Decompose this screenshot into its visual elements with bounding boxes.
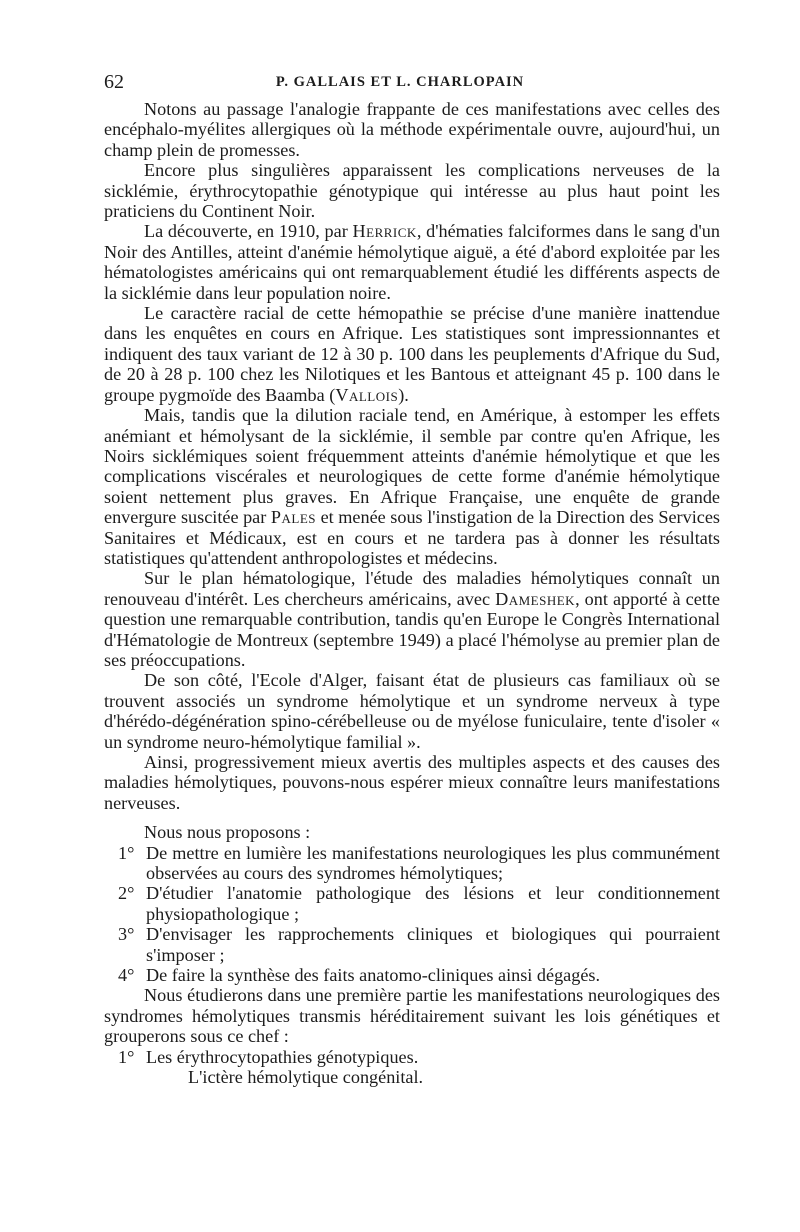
list-item-text: De mettre en lumière les manifestations neurologiques les plus communément observées au cours des syndromes hémolytiques;: [146, 842, 720, 884]
author-name: Pales: [270, 507, 316, 528]
paragraph: [104, 221, 720, 303]
aims-list: [104, 843, 720, 986]
page-number: 62: [104, 71, 124, 93]
paragraph: [104, 405, 720, 568]
list-number: 1°: [118, 842, 135, 863]
page-header: [104, 70, 696, 94]
list-item-text: D'envisager les rapprochements cliniques et biologiques qui pourraient s'imposer ;: [146, 924, 720, 965]
list-item: [104, 883, 720, 924]
list-item-text: D'étudier l'anatomie pathologique des lésions et leur conditionnement physiopathologique ;: [146, 883, 720, 924]
paragraph: [104, 568, 720, 670]
paragraph: Nous étudierons dans une première partie les manifestations neurologiques des syndromes hémolytiques transmis héréditairement suivant les lois génétiques et grouperons sous ce chef :: [104, 985, 720, 1047]
text-run: ).: [398, 384, 409, 405]
author-name: Vallois: [335, 384, 399, 405]
author-name: Dameshek: [495, 588, 576, 609]
list-number: 3°: [118, 924, 135, 945]
body-text: [104, 99, 720, 1088]
sub-item: L'ictère hémolytique congénital.: [188, 1067, 424, 1088]
paragraph: Ainsi, progressivement mieux avertis des multiples aspects et des causes des maladies hémolytiques, pouvons-nous espérer mieux connaître leurs manifestations nerveuses.: [104, 752, 720, 813]
list-item: [104, 1047, 720, 1067]
list-item-text: Les érythrocytopathies génotypiques.: [146, 1046, 419, 1067]
list-number: 1°: [118, 1046, 135, 1067]
text-run: Mais, tandis que la dilution raciale tend, en Amérique, à estomper les effets anémiant et hémolysant de la sicklémie, il semble par contre qu'en Afrique, les Noirs sicklémiques soient fréquemment atteints d'anémie hémolytique et que les complications viscérales et neurologiques de cette forme d'anémie hémolytique soient nettement plus graves. En Afrique Française, une enquête de grande envergure suscitée par: [104, 405, 720, 528]
text-run: Le caractère racial de cette hémopathie se précise d'une manière inattendue dans les enquêtes en cours en Afrique. Les statistiques sont impressionnantes et indiquent des taux variant de 12 à 30 p. 100 dans les peuplements d'Afrique du Sud, de 20 à 28 p. 100 chez les Nilotiques et les Bantous et atteignant 45 p. 100 dans le groupe pygmoïde des Baamba (: [104, 303, 720, 405]
paragraph: De son côté, l'Ecole d'Alger, faisant état de plusieurs cas familiaux où se trouvent associés un syndrome hémolytique et un syndrome nerveux à type d'hérédo-dégénération spino-cérébelleuse ou de myélose funiculaire, tente d'isoler « un syndrome neuro-hémolytique familial ».: [104, 670, 720, 752]
running-head: P. GALLAIS ET L. CHARLOPAIN: [275, 74, 525, 90]
list-item: [104, 924, 720, 965]
text-run: , d'hématies falciformes dans le sang d'un Noir des Antilles, atteint d'anémie hémolytique aiguë, a été d'abord exploitée par les hématologistes américains qui ont remarquablement étudié les différents aspects de la sicklémie dans leur population noire.: [104, 221, 720, 303]
text-run: , ont apporté à cette question une remarquable contribution, tandis qu'en Europe le Congrès International d'Hématologie de Montreux (septembre 1949) a placé l'hémolyse au premier plan de ses préoccupations.: [104, 588, 720, 670]
text-run: et menée sous l'instigation de la Direction des Services Sanitaires et Médicaux, est en cours et ne tardera pas à donner les résultats statistiques qu'attendent anthropologistes et médecins.: [104, 507, 720, 568]
paragraph: Notons au passage l'analogie frappante de ces manifestations avec celles des encéphalo-myélites allergiques où la méthode expérimentale ouvre, aujourd'hui, un champ plein de promesses.: [104, 99, 720, 160]
list-item: [104, 843, 720, 884]
text-run: La découverte, en 1910, par: [144, 221, 353, 242]
list-item: [104, 965, 720, 985]
paragraph: Encore plus singulières apparaissent les complications nerveuses de la sicklémie, érythrocytopathie génotypique qui intéresse au plus haut point les praticiens du Continent Noir.: [104, 160, 720, 222]
list-item-text: De faire la synthèse des faits anatomo-cliniques ainsi dégagés.: [146, 965, 601, 986]
list-number: 2°: [118, 883, 135, 904]
author-name: Herrick: [352, 221, 417, 242]
list-number: 4°: [118, 965, 135, 986]
paragraph: Nous nous proposons :: [144, 822, 311, 843]
paragraph: [104, 303, 720, 405]
text-run: Sur le plan hématologique, l'étude des maladies hémolytiques connaît un renouveau d'intérêt. Les chercheurs américains, avec: [104, 568, 720, 609]
chef-list: [104, 1047, 720, 1067]
